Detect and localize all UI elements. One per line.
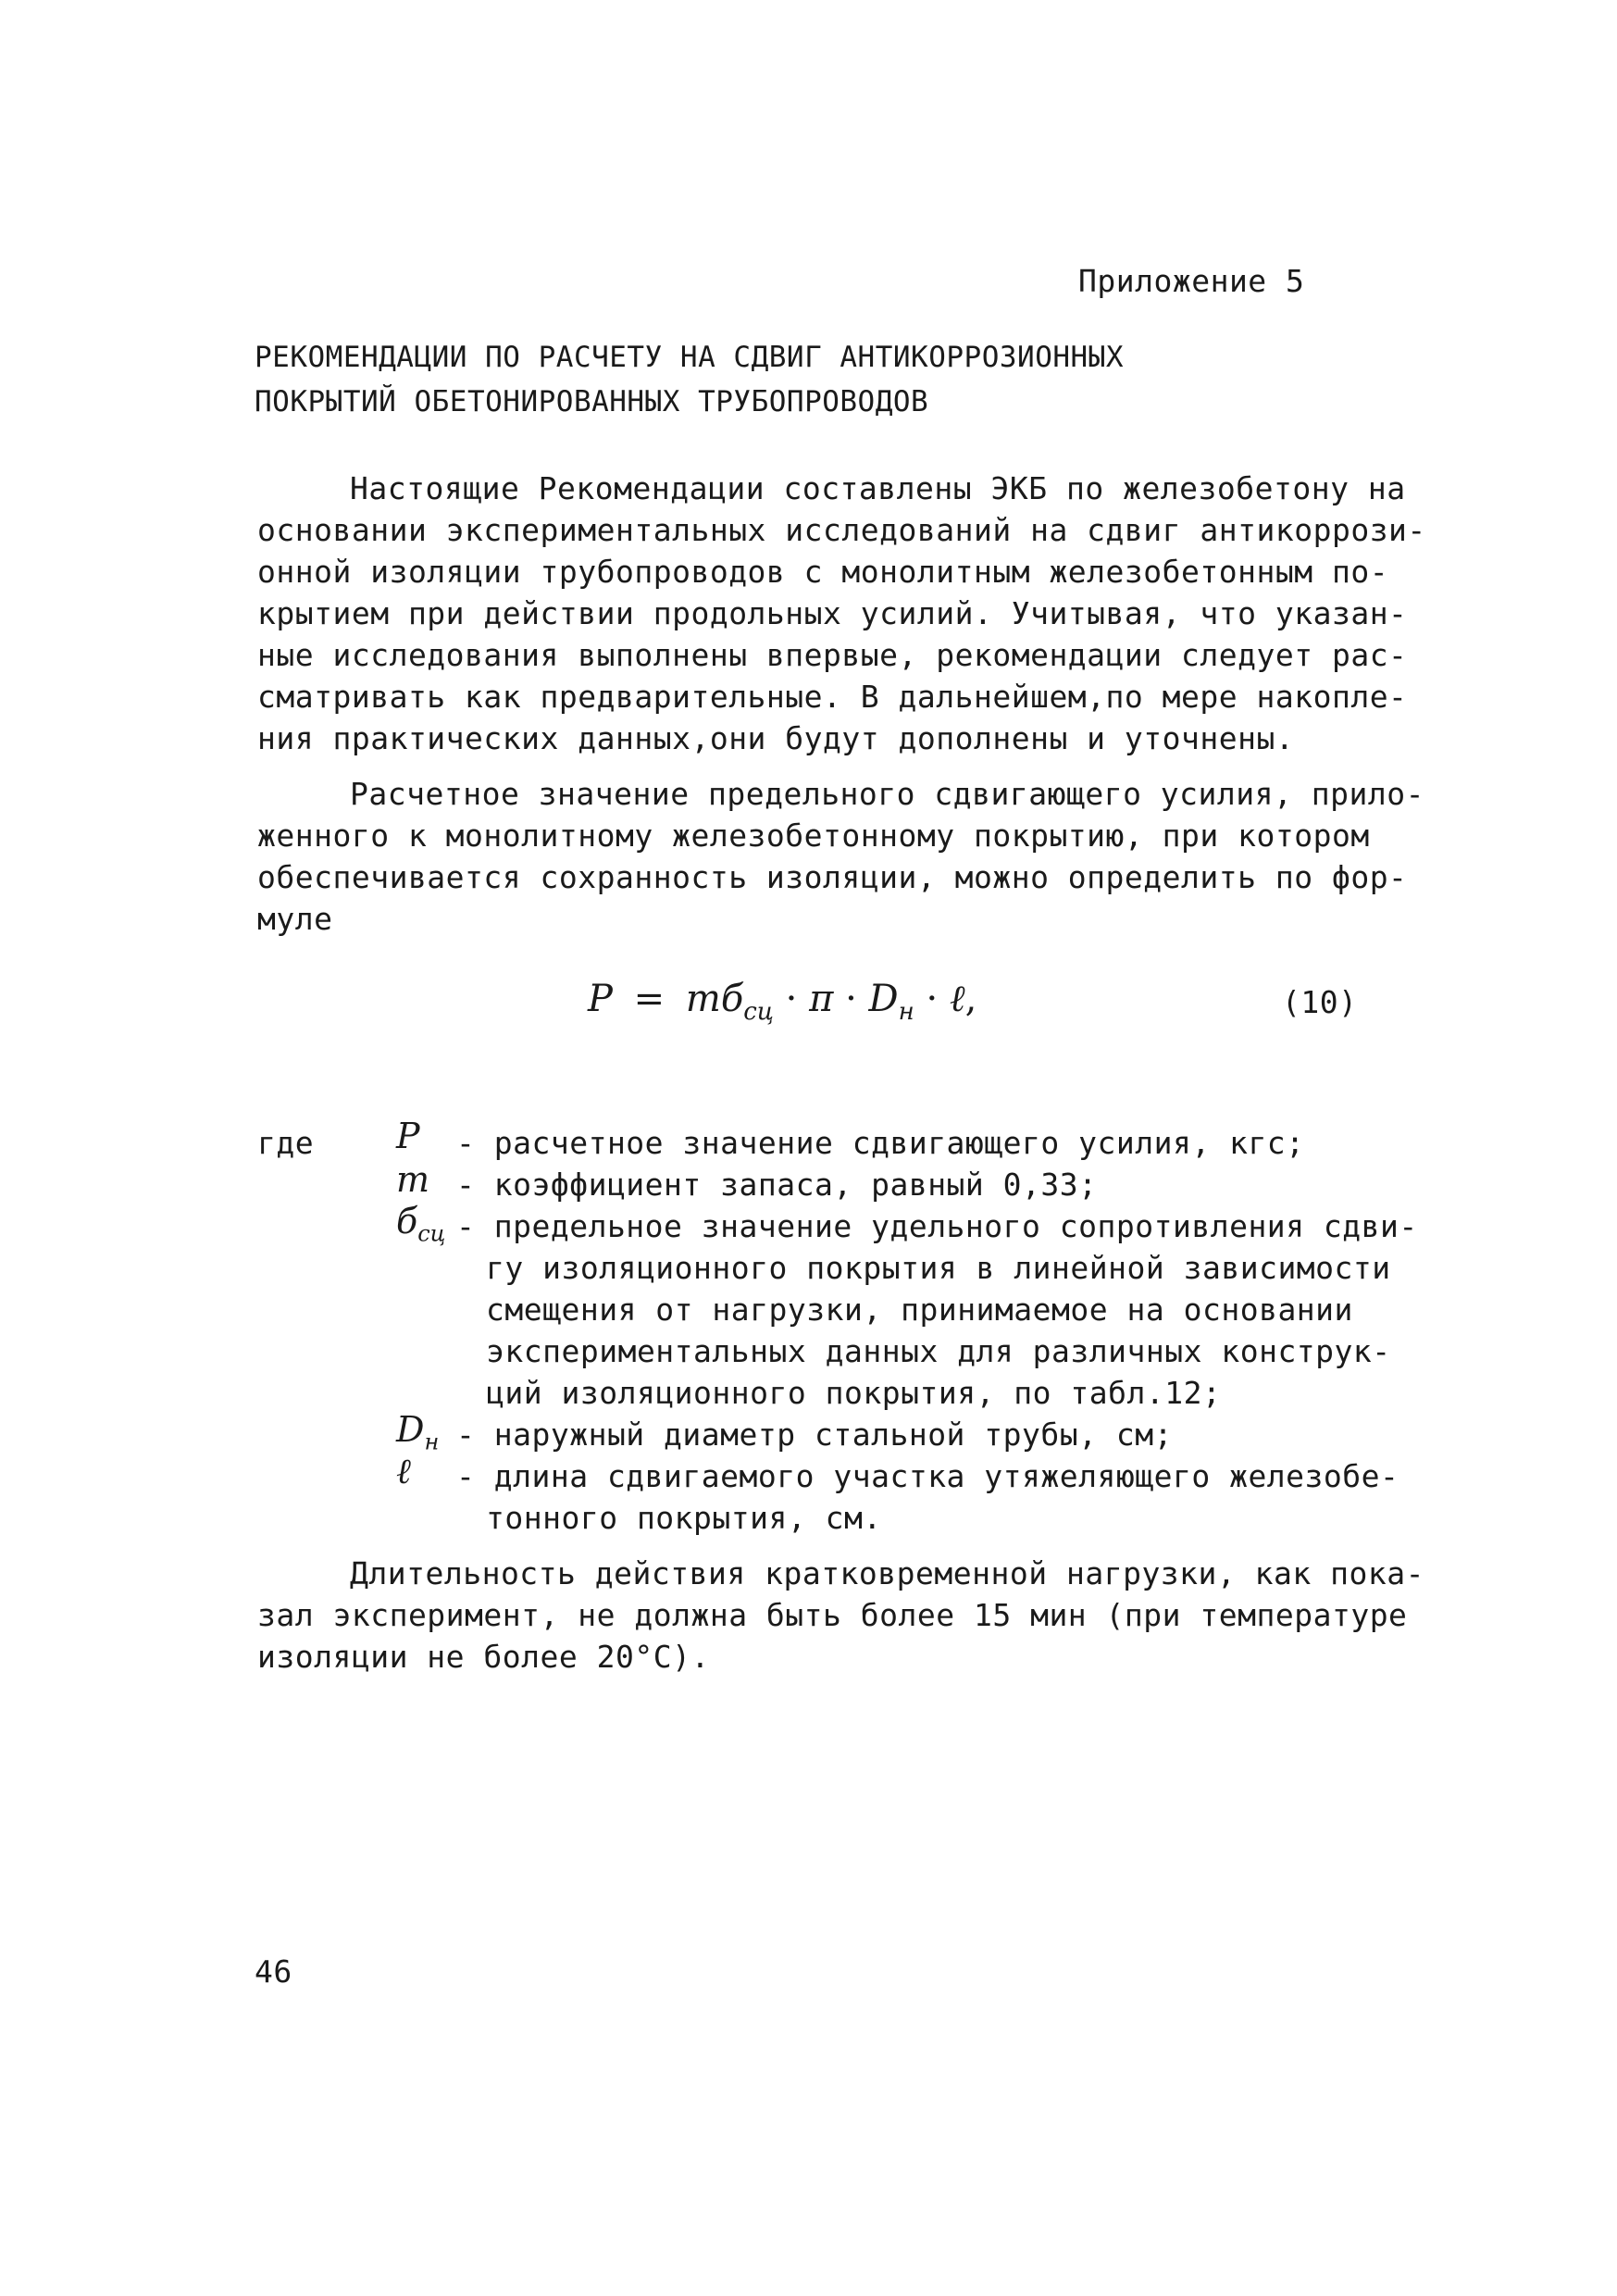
def-text: - расчетное значение сдвигающего усилия, кгс;	[456, 1125, 1305, 1161]
def-text: - предельное значение удельного сопротивления сдви-	[456, 1208, 1418, 1244]
def-text: - коэффициент запаса, равный 0,33;	[456, 1167, 1098, 1203]
formula-l: ℓ	[949, 978, 965, 1020]
formula-dot: ·	[785, 978, 798, 1020]
paragraph1-line: онной изоляции трубопроводов с монолитным железобетонным по-	[257, 554, 1389, 590]
paragraph1-line: основании экспериментальных исследований на сдвиг антикоррози-	[257, 512, 1426, 548]
formula-eq: =	[633, 978, 665, 1020]
def-symbol-p: P	[396, 1116, 420, 1156]
formula-number: (10)	[1282, 984, 1358, 1020]
formula-pi: π	[809, 978, 834, 1020]
def-symbol-d: $D_н$	[396, 1409, 440, 1455]
def-symbol-l: ℓ	[396, 1451, 411, 1491]
where-label: где	[257, 1125, 315, 1161]
paragraph3-line: изоляции не более 20°С).	[257, 1639, 710, 1675]
paragraph1-line: ные исследования выполнены впервые, рекомендации следует рас-	[257, 637, 1408, 673]
formula-d-sub: н	[898, 998, 914, 1026]
def-text: экспериментальных данных для различных конструк-	[486, 1333, 1391, 1369]
appendix-label: Приложение 5	[1078, 263, 1305, 299]
formula	[588, 977, 976, 1026]
paragraph2-line: женного к монолитному железобетонному покрытию, при котором	[257, 817, 1370, 854]
def-text: ций изоляционного покрытия, по табл.12;	[486, 1375, 1222, 1411]
def-text: гу изоляционного покрытия в линейной зависимости	[486, 1250, 1391, 1286]
paragraph2-line: Расчетное значение предельного сдвигающего усилия, прило-	[350, 776, 1424, 812]
def-text: - наружный диаметр стальной трубы, см;	[456, 1416, 1173, 1453]
def-symbol-sigma: $б_{сц}$	[396, 1201, 446, 1247]
paragraph1-line: ния практических данных,они будут дополнены и уточнены.	[257, 720, 1295, 756]
page-number: 46	[255, 1953, 292, 1990]
title-line-2: ПОКРЫТИЙ ОБЕТОНИРОВАННЫХ ТРУБОПРОВОДОВ	[255, 385, 929, 418]
paragraph1-line: Настоящие Рекомендации составлены ЭКБ по железобетону на	[350, 470, 1406, 506]
paragraph1-line: сматривать как предварительные. В дальнейшем,по мере накопле-	[257, 679, 1408, 715]
paragraph1-line: крытием при действии продольных усилий. Учитывая, что указан-	[257, 595, 1408, 631]
paragraph2-line: обеспечивается сохранность изоляции, можно определить по фор-	[257, 859, 1408, 895]
formula-dot: ·	[926, 978, 939, 1020]
formula-p: P	[588, 978, 613, 1020]
formula-d: D	[868, 978, 899, 1020]
title-line-1: РЕКОМЕНДАЦИИ ПО РАСЧЕТУ НА СДВИГ АНТИКОРРОЗИОННЫХ	[255, 341, 1125, 374]
paragraph3-line: Длительность действия кратковременной нагрузки, как пока-	[350, 1555, 1424, 1591]
formula-dot: ·	[845, 978, 857, 1020]
def-text: смещения от нагрузки, принимаемое на основании	[486, 1292, 1353, 1328]
paragraph2-line: муле	[257, 901, 333, 937]
def-text: тонного покрытия, см.	[486, 1500, 882, 1536]
def-symbol-m: m	[396, 1159, 430, 1200]
formula-sigma-sub: сц	[743, 998, 774, 1026]
formula-end: ,	[964, 978, 977, 1020]
def-text: - длина сдвигаемого участка утяжеляющего железобе-	[456, 1458, 1399, 1494]
formula-sigma: б	[720, 978, 744, 1020]
formula-m: m	[685, 978, 721, 1020]
paragraph3-line: зал эксперимент, не должна быть более 15 мин (при температуре	[257, 1597, 1408, 1633]
